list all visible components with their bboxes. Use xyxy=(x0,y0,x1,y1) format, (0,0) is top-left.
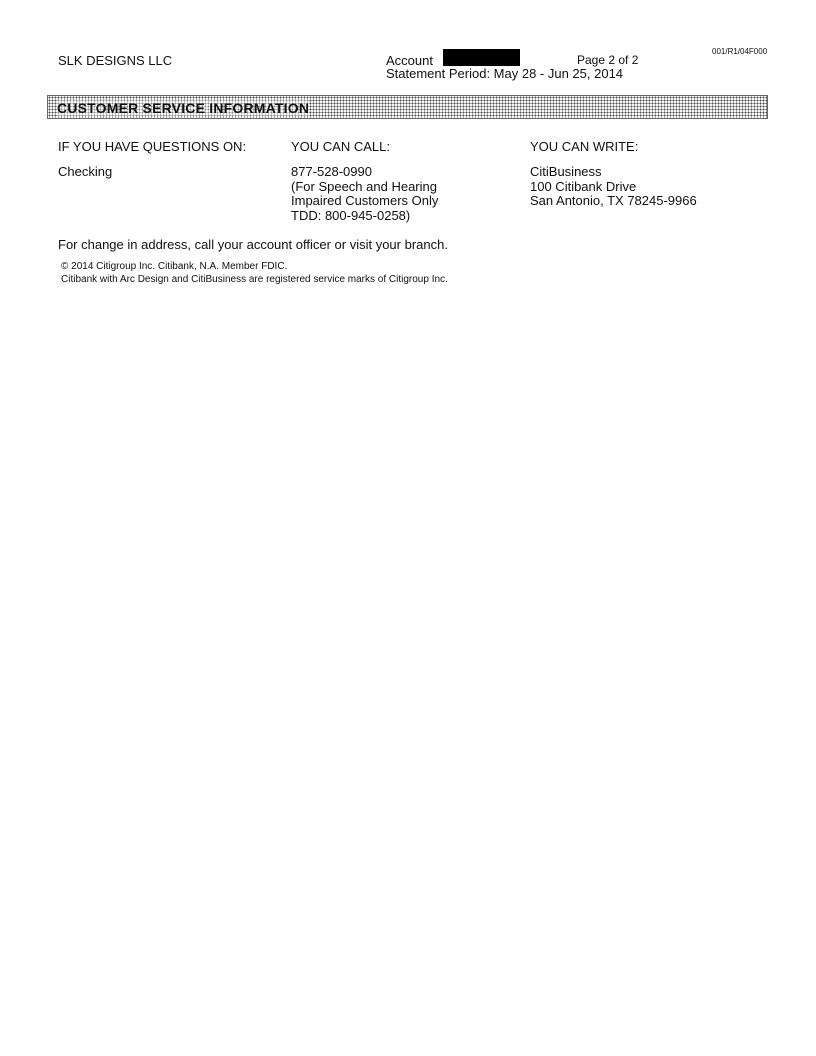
account-label: Account xyxy=(386,53,433,68)
service-marks-notice: Citibank with Arc Design and CitiBusiness are registered service marks of Citigroup Inc. xyxy=(61,274,448,285)
write-line: San Antonio, TX 78245-9966 xyxy=(530,193,697,208)
write-column-header: YOU CAN WRITE: xyxy=(530,139,639,154)
account-number-redaction xyxy=(443,49,520,66)
question-topic: Checking xyxy=(58,164,113,179)
form-code: 001/R1/04F000 xyxy=(712,47,768,56)
call-column-header: YOU CAN CALL: xyxy=(291,139,390,154)
page-number: Page 2 of 2 xyxy=(577,53,639,67)
section-header-bar xyxy=(47,95,768,119)
statement-period: Statement Period: May 28 - Jun 25, 2014 xyxy=(386,66,624,81)
call-line: 877-528-0990 xyxy=(291,164,372,179)
call-info xyxy=(291,165,438,223)
section-title: CUSTOMER SERVICE INFORMATION xyxy=(57,100,310,116)
questions-column-header: IF YOU HAVE QUESTIONS ON: xyxy=(58,139,247,154)
company-name: SLK DESIGNS LLC xyxy=(58,53,173,68)
call-line: Impaired Customers Only xyxy=(291,193,439,208)
call-line: TDD: 800-945-0258) xyxy=(291,207,411,223)
call-line: (For Speech and Hearing xyxy=(291,178,437,194)
write-line: 100 Citibank Drive xyxy=(530,178,637,194)
write-line: CitiBusiness xyxy=(530,164,602,179)
write-info xyxy=(530,165,697,209)
copyright-notice: © 2014 Citigroup Inc. Citibank, N.A. Member FDIC. xyxy=(61,261,288,272)
address-change-note: For change in address, call your account officer or visit your branch. xyxy=(58,237,448,252)
